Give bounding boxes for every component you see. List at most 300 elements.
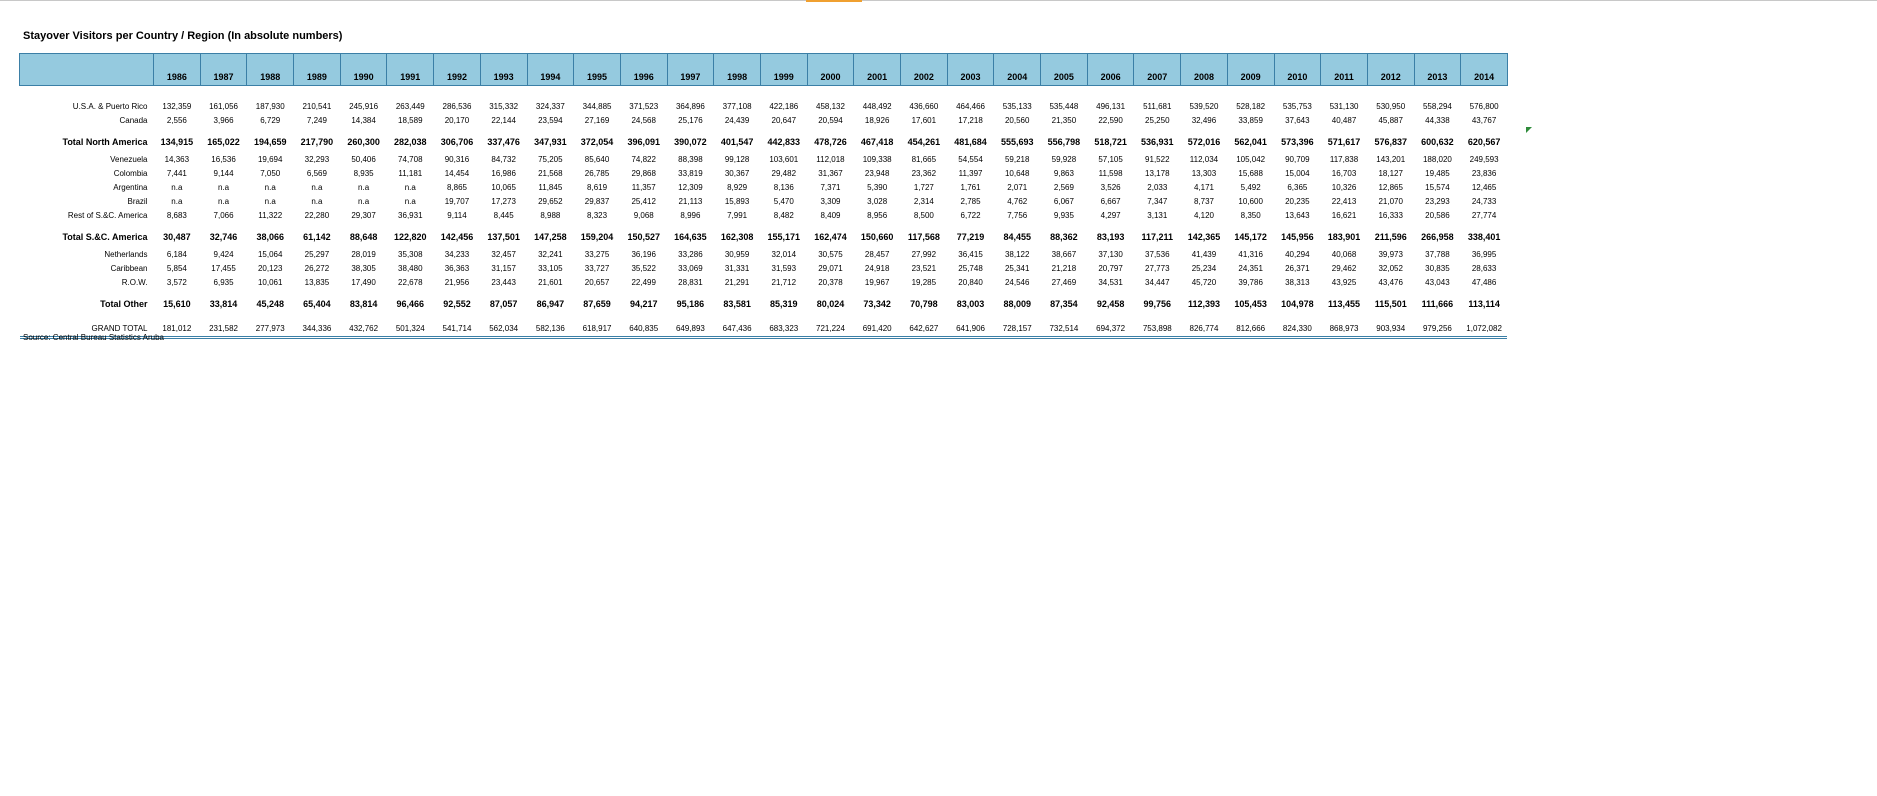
value-cell: 721,224 bbox=[807, 322, 854, 338]
value-cell: 117,838 bbox=[1329, 155, 1359, 164]
spacer-row bbox=[20, 128, 1508, 135]
value-cell: 467,418 bbox=[860, 137, 894, 147]
year-header-cell: 2008 bbox=[1181, 54, 1228, 86]
value-cell: 134,915 bbox=[160, 137, 194, 147]
year-header-cell: 1996 bbox=[620, 54, 667, 86]
value-cell: 6,729 bbox=[260, 116, 281, 125]
header-corner-cell bbox=[20, 54, 154, 86]
value-cell: 25,176 bbox=[678, 116, 703, 125]
value-cell: 161,056 bbox=[209, 102, 238, 111]
value-cell: 99,756 bbox=[1143, 299, 1172, 309]
year-header-cell: 1989 bbox=[294, 54, 341, 86]
value-cell: n.a bbox=[217, 183, 230, 192]
value-cell: 266,958 bbox=[1421, 232, 1454, 242]
value-cell: 15,004 bbox=[1285, 169, 1310, 178]
value-cell: 3,572 bbox=[166, 278, 187, 287]
value-cell: 6,667 bbox=[1100, 197, 1121, 206]
value-cell: 732,514 bbox=[1041, 322, 1088, 338]
value-cell: 32,496 bbox=[1191, 116, 1217, 125]
value-cell: 37,130 bbox=[1098, 250, 1123, 259]
value-cell: 117,568 bbox=[907, 232, 940, 242]
value-cell: 576,837 bbox=[1374, 137, 1407, 147]
value-cell: 511,681 bbox=[1143, 102, 1172, 111]
value-cell: 3,131 bbox=[1147, 211, 1168, 220]
value-cell: 21,070 bbox=[1378, 197, 1403, 206]
value-cell: n.a bbox=[404, 183, 416, 192]
value-cell: 142,456 bbox=[440, 232, 474, 242]
value-cell: 541,714 bbox=[434, 322, 481, 338]
value-cell: 306,706 bbox=[440, 137, 474, 147]
row-label: Canada bbox=[119, 116, 148, 125]
value-cell: 2,569 bbox=[1053, 183, 1074, 192]
value-cell: 1,761 bbox=[960, 183, 981, 192]
value-cell: 112,018 bbox=[816, 155, 845, 164]
value-cell: 111,666 bbox=[1421, 299, 1454, 309]
value-cell: 464,466 bbox=[956, 102, 985, 111]
value-cell: 15,064 bbox=[257, 250, 283, 259]
value-cell: 92,552 bbox=[443, 299, 471, 309]
value-cell: n.a bbox=[311, 197, 323, 206]
value-cell: 45,720 bbox=[1191, 278, 1217, 287]
value-cell: 31,157 bbox=[491, 264, 516, 273]
value-cell: 8,445 bbox=[493, 211, 514, 220]
value-cell: 396,091 bbox=[627, 137, 660, 147]
value-cell: 24,351 bbox=[1238, 264, 1263, 273]
value-cell: 23,948 bbox=[864, 169, 890, 178]
spacer-cell bbox=[20, 86, 1508, 94]
value-cell: 14,454 bbox=[444, 169, 470, 178]
value-cell: 19,967 bbox=[864, 278, 890, 287]
row-label: Rest of S.&C. America bbox=[67, 211, 148, 220]
value-cell: 85,319 bbox=[770, 299, 798, 309]
top-border-line bbox=[0, 0, 1877, 1]
value-cell: 558,294 bbox=[1422, 102, 1452, 111]
value-cell: 37,643 bbox=[1285, 116, 1310, 125]
value-cell: 33,105 bbox=[538, 264, 563, 273]
value-cell: 105,042 bbox=[1236, 155, 1266, 164]
value-cell: 32,746 bbox=[209, 232, 238, 242]
value-cell: 618,917 bbox=[574, 322, 621, 338]
value-cell: n.a bbox=[171, 183, 183, 192]
value-cell: 372,054 bbox=[580, 137, 614, 147]
value-cell: 32,014 bbox=[771, 250, 797, 259]
value-cell: 8,500 bbox=[913, 211, 934, 220]
value-cell: 15,610 bbox=[163, 299, 191, 309]
value-cell: 16,536 bbox=[211, 155, 236, 164]
value-cell: 17,273 bbox=[491, 197, 516, 206]
value-cell: 501,324 bbox=[387, 322, 434, 338]
value-cell: 812,666 bbox=[1227, 322, 1274, 338]
value-cell: 194,659 bbox=[253, 137, 287, 147]
value-cell: 8,935 bbox=[353, 169, 374, 178]
value-cell: 83,581 bbox=[723, 299, 751, 309]
value-cell: 77,219 bbox=[956, 232, 985, 242]
value-cell: 23,293 bbox=[1425, 197, 1450, 206]
value-cell: 21,291 bbox=[724, 278, 750, 287]
year-header-cell: 1990 bbox=[340, 54, 387, 86]
value-cell: 10,648 bbox=[1004, 169, 1030, 178]
value-cell: 338,401 bbox=[1467, 232, 1501, 242]
value-cell: n.a bbox=[358, 197, 370, 206]
value-cell: 8,136 bbox=[773, 183, 794, 192]
value-cell: 19,707 bbox=[444, 197, 470, 206]
value-cell: 12,465 bbox=[1471, 183, 1497, 192]
value-cell: 181,012 bbox=[154, 322, 201, 338]
value-cell: 562,041 bbox=[1234, 137, 1267, 147]
value-cell: 145,172 bbox=[1234, 232, 1267, 242]
value-cell: 88,009 bbox=[1003, 299, 1031, 309]
value-cell: 535,133 bbox=[1002, 102, 1032, 111]
value-cell: 26,785 bbox=[584, 169, 610, 178]
value-cell: 12,865 bbox=[1378, 183, 1403, 192]
value-cell: 16,703 bbox=[1331, 169, 1357, 178]
value-cell: 8,988 bbox=[540, 211, 561, 220]
value-cell: 903,934 bbox=[1367, 322, 1414, 338]
value-cell: 25,234 bbox=[1191, 264, 1217, 273]
value-cell: 25,412 bbox=[631, 197, 656, 206]
table-row bbox=[20, 114, 1508, 128]
value-cell: 344,336 bbox=[294, 322, 341, 338]
value-cell: 826,774 bbox=[1181, 322, 1228, 338]
value-cell: 150,660 bbox=[860, 232, 894, 242]
value-cell: 364,896 bbox=[675, 102, 705, 111]
value-cell: 25,341 bbox=[1004, 264, 1030, 273]
year-header-cell: 2012 bbox=[1367, 54, 1414, 86]
value-cell: 572,016 bbox=[1187, 137, 1221, 147]
value-cell: 105,453 bbox=[1234, 299, 1267, 309]
value-cell: 868,973 bbox=[1321, 322, 1368, 338]
value-cell: 1,727 bbox=[913, 183, 934, 192]
value-cell: 282,038 bbox=[394, 137, 427, 147]
year-header-cell: 2001 bbox=[854, 54, 901, 86]
value-cell: 33,275 bbox=[584, 250, 610, 259]
value-cell: 36,931 bbox=[398, 211, 423, 220]
value-cell: 2,556 bbox=[166, 116, 187, 125]
value-cell: 23,362 bbox=[911, 169, 937, 178]
value-cell: 432,762 bbox=[340, 322, 387, 338]
value-cell: 573,396 bbox=[1281, 137, 1314, 147]
value-cell: 137,501 bbox=[487, 232, 520, 242]
value-cell: 5,390 bbox=[867, 183, 888, 192]
value-cell: 91,522 bbox=[1145, 155, 1170, 164]
row-label: Total North America bbox=[62, 137, 148, 147]
value-cell: 19,694 bbox=[257, 155, 283, 164]
value-cell: 22,499 bbox=[631, 278, 656, 287]
total-row bbox=[20, 135, 1508, 149]
value-cell: 43,767 bbox=[1471, 116, 1497, 125]
value-cell: 347,931 bbox=[534, 137, 567, 147]
total-row bbox=[20, 230, 1508, 244]
value-cell: 21,218 bbox=[1051, 264, 1077, 273]
value-cell: 481,684 bbox=[954, 137, 987, 147]
row-label: Colombia bbox=[113, 169, 148, 178]
value-cell: 65,404 bbox=[303, 299, 331, 309]
value-cell: 3,309 bbox=[820, 197, 841, 206]
value-cell: 28,831 bbox=[678, 278, 703, 287]
value-cell: 30,959 bbox=[724, 250, 750, 259]
value-cell: 29,837 bbox=[584, 197, 610, 206]
value-cell: 20,170 bbox=[444, 116, 470, 125]
value-cell: 25,748 bbox=[958, 264, 983, 273]
value-cell: 32,052 bbox=[1378, 264, 1403, 273]
value-cell: 26,272 bbox=[304, 264, 330, 273]
table-row bbox=[20, 276, 1508, 290]
row-label: Venezuela bbox=[110, 155, 148, 164]
value-cell: 54,554 bbox=[958, 155, 983, 164]
value-cell: 21,601 bbox=[538, 278, 563, 287]
value-cell: 36,363 bbox=[444, 264, 470, 273]
value-cell: 36,415 bbox=[958, 250, 983, 259]
value-cell: 377,108 bbox=[722, 102, 752, 111]
value-cell: 34,531 bbox=[1098, 278, 1123, 287]
value-cell: 35,308 bbox=[398, 250, 423, 259]
value-cell: 29,652 bbox=[538, 197, 563, 206]
value-cell: 20,235 bbox=[1285, 197, 1310, 206]
year-header-cell: 2014 bbox=[1461, 54, 1508, 86]
value-cell: 4,120 bbox=[1193, 211, 1214, 220]
value-cell: 6,365 bbox=[1287, 183, 1308, 192]
value-cell: 14,363 bbox=[164, 155, 190, 164]
value-cell: 38,480 bbox=[398, 264, 423, 273]
value-cell: 390,072 bbox=[674, 137, 707, 147]
value-cell: 442,833 bbox=[767, 137, 801, 147]
value-cell: 14,384 bbox=[351, 116, 376, 125]
value-cell: 21,712 bbox=[771, 278, 797, 287]
value-cell: 188,020 bbox=[1422, 155, 1452, 164]
value-cell: 535,753 bbox=[1282, 102, 1312, 111]
value-cell: 92,458 bbox=[1096, 299, 1125, 309]
spacer-row bbox=[20, 223, 1508, 230]
value-cell: 122,820 bbox=[394, 232, 427, 242]
value-cell: 620,567 bbox=[1467, 137, 1501, 147]
value-cell: 17,490 bbox=[351, 278, 376, 287]
value-cell: 5,854 bbox=[166, 264, 187, 273]
value-cell: 641,906 bbox=[947, 322, 994, 338]
value-cell: 86,947 bbox=[536, 299, 565, 309]
value-cell: n.a bbox=[311, 183, 323, 192]
value-cell: 43,925 bbox=[1331, 278, 1357, 287]
value-cell: 70,798 bbox=[910, 299, 938, 309]
value-cell: 6,067 bbox=[1053, 197, 1074, 206]
value-cell: 40,294 bbox=[1285, 250, 1310, 259]
value-cell: 28,633 bbox=[1471, 264, 1497, 273]
value-cell: 20,586 bbox=[1425, 211, 1450, 220]
year-header-cell: 2007 bbox=[1134, 54, 1181, 86]
value-cell: 2,071 bbox=[1007, 183, 1028, 192]
header-row bbox=[20, 54, 1508, 86]
value-cell: 30,367 bbox=[724, 169, 750, 178]
value-cell: 535,448 bbox=[1049, 102, 1079, 111]
year-header-cell: 1997 bbox=[667, 54, 714, 86]
value-cell: 36,196 bbox=[631, 250, 656, 259]
value-cell: 142,365 bbox=[1187, 232, 1221, 242]
value-cell: 35,522 bbox=[631, 264, 656, 273]
value-cell: 45,248 bbox=[256, 299, 284, 309]
value-cell: 3,966 bbox=[213, 116, 234, 125]
value-cell: 691,420 bbox=[854, 322, 901, 338]
value-cell: 99,128 bbox=[724, 155, 750, 164]
value-cell: 4,297 bbox=[1100, 211, 1121, 220]
value-cell: 12,309 bbox=[678, 183, 703, 192]
cell-comment-indicator bbox=[1526, 127, 1532, 133]
value-cell: 7,050 bbox=[260, 169, 281, 178]
year-header-cell: 2002 bbox=[901, 54, 948, 86]
value-cell: 20,840 bbox=[958, 278, 983, 287]
value-cell: 4,762 bbox=[1007, 197, 1028, 206]
value-cell: 32,241 bbox=[538, 250, 563, 259]
value-cell: 34,447 bbox=[1145, 278, 1170, 287]
value-cell: 50,406 bbox=[351, 155, 376, 164]
value-cell: 25,297 bbox=[304, 250, 330, 259]
value-cell: 15,688 bbox=[1238, 169, 1263, 178]
value-cell: 17,455 bbox=[211, 264, 236, 273]
year-header-cell: 1995 bbox=[574, 54, 621, 86]
value-cell: 582,136 bbox=[527, 322, 574, 338]
spacer-cell bbox=[20, 93, 1508, 100]
value-cell: 9,144 bbox=[213, 169, 234, 178]
value-cell: 21,956 bbox=[444, 278, 470, 287]
value-cell: 8,865 bbox=[446, 183, 467, 192]
year-header-cell: 1992 bbox=[434, 54, 481, 86]
row-label: Brazil bbox=[127, 197, 148, 206]
value-cell: 59,928 bbox=[1051, 155, 1077, 164]
spacer-row bbox=[20, 86, 1508, 94]
value-cell: 94,217 bbox=[629, 299, 658, 309]
year-header-cell: 2011 bbox=[1321, 54, 1368, 86]
value-cell: 96,466 bbox=[396, 299, 425, 309]
value-cell: 10,326 bbox=[1331, 183, 1357, 192]
value-cell: n.a bbox=[264, 197, 276, 206]
value-cell: 40,487 bbox=[1331, 116, 1357, 125]
value-cell: 20,647 bbox=[771, 116, 797, 125]
value-cell: 15,893 bbox=[724, 197, 750, 206]
value-cell: 454,261 bbox=[907, 137, 941, 147]
source-note: Source: Central Bureau Statistics Aruba bbox=[23, 333, 164, 342]
value-cell: n.a bbox=[171, 197, 183, 206]
value-cell: 95,186 bbox=[676, 299, 705, 309]
value-cell: 28,019 bbox=[351, 250, 376, 259]
value-cell: 39,786 bbox=[1238, 278, 1263, 287]
value-cell: 3,028 bbox=[867, 197, 888, 206]
value-cell: 33,069 bbox=[678, 264, 703, 273]
value-cell: 344,885 bbox=[582, 102, 612, 111]
value-cell: 694,372 bbox=[1087, 322, 1134, 338]
value-cell: 22,678 bbox=[398, 278, 423, 287]
value-cell: 6,935 bbox=[213, 278, 234, 287]
value-cell: 448,492 bbox=[862, 102, 892, 111]
year-header-cell: 2005 bbox=[1041, 54, 1088, 86]
value-cell: 87,659 bbox=[583, 299, 611, 309]
value-cell: 80,024 bbox=[816, 299, 845, 309]
value-cell: n.a bbox=[264, 183, 276, 192]
value-cell: 87,057 bbox=[489, 299, 518, 309]
value-cell: 113,455 bbox=[1328, 299, 1361, 309]
value-cell: 39,973 bbox=[1378, 250, 1403, 259]
value-cell: 32,293 bbox=[304, 155, 330, 164]
value-cell: 6,184 bbox=[166, 250, 187, 259]
value-cell: 104,978 bbox=[1281, 299, 1314, 309]
active-tab-indicator bbox=[806, 0, 862, 2]
value-cell: 29,482 bbox=[771, 169, 797, 178]
value-cell: 13,303 bbox=[1191, 169, 1217, 178]
value-cell: 7,371 bbox=[820, 183, 841, 192]
value-cell: 9,863 bbox=[1053, 169, 1074, 178]
value-cell: 13,178 bbox=[1145, 169, 1170, 178]
spacer-row bbox=[20, 290, 1508, 297]
value-cell: 20,797 bbox=[1098, 264, 1123, 273]
value-cell: 683,323 bbox=[760, 322, 807, 338]
value-cell: 32,457 bbox=[491, 250, 516, 259]
value-cell: 30,575 bbox=[818, 250, 843, 259]
value-cell: 371,523 bbox=[629, 102, 659, 111]
value-cell: 2,785 bbox=[960, 197, 981, 206]
value-cell: 7,441 bbox=[166, 169, 187, 178]
value-cell: 29,868 bbox=[631, 169, 656, 178]
value-cell: 9,935 bbox=[1053, 211, 1074, 220]
value-cell: 31,331 bbox=[724, 264, 750, 273]
value-cell: 19,285 bbox=[911, 278, 937, 287]
value-cell: 2,314 bbox=[913, 197, 934, 206]
value-cell: 28,457 bbox=[864, 250, 890, 259]
value-cell: 7,249 bbox=[306, 116, 327, 125]
value-cell: 8,737 bbox=[1193, 197, 1214, 206]
value-cell: 88,648 bbox=[349, 232, 378, 242]
value-cell: 286,536 bbox=[442, 102, 472, 111]
year-header-cell: 1991 bbox=[387, 54, 434, 86]
value-cell: 24,439 bbox=[724, 116, 750, 125]
value-cell: 11,322 bbox=[258, 211, 283, 220]
value-cell: 18,589 bbox=[398, 116, 423, 125]
value-cell: 87,354 bbox=[1050, 299, 1078, 309]
value-cell: 576,800 bbox=[1469, 102, 1499, 111]
value-cell: 8,996 bbox=[680, 211, 701, 220]
value-cell: 162,474 bbox=[814, 232, 847, 242]
value-cell: 103,601 bbox=[769, 155, 799, 164]
value-cell: 6,569 bbox=[306, 169, 327, 178]
value-cell: 38,066 bbox=[256, 232, 284, 242]
value-cell: 33,286 bbox=[678, 250, 703, 259]
value-cell: 17,218 bbox=[958, 116, 983, 125]
value-cell: 600,632 bbox=[1421, 137, 1454, 147]
value-cell: 24,733 bbox=[1471, 197, 1497, 206]
value-cell: 22,144 bbox=[491, 116, 516, 125]
value-cell: 33,727 bbox=[584, 264, 610, 273]
value-cell: 7,066 bbox=[213, 211, 234, 220]
visitors-table bbox=[19, 53, 1508, 339]
value-cell: 7,756 bbox=[1007, 211, 1028, 220]
value-cell: n.a bbox=[358, 183, 370, 192]
value-cell: 147,258 bbox=[534, 232, 567, 242]
value-cell: 20,594 bbox=[818, 116, 843, 125]
value-cell: 571,617 bbox=[1327, 137, 1361, 147]
row-label: Caribbean bbox=[110, 264, 148, 273]
value-cell: 38,305 bbox=[351, 264, 376, 273]
row-label: Argentina bbox=[113, 183, 148, 192]
value-cell: 41,316 bbox=[1238, 250, 1263, 259]
value-cell: 277,973 bbox=[247, 322, 294, 338]
value-cell: 20,657 bbox=[584, 278, 610, 287]
year-header-cell: 1998 bbox=[714, 54, 761, 86]
value-cell: 8,956 bbox=[867, 211, 888, 220]
value-cell: 458,132 bbox=[816, 102, 845, 111]
value-cell: 27,169 bbox=[584, 116, 610, 125]
value-cell: 337,476 bbox=[487, 137, 520, 147]
value-cell: 642,627 bbox=[901, 322, 948, 338]
value-cell: 211,596 bbox=[1374, 232, 1407, 242]
year-header-cell: 1994 bbox=[527, 54, 574, 86]
value-cell: 33,819 bbox=[678, 169, 703, 178]
value-cell: 728,157 bbox=[994, 322, 1041, 338]
